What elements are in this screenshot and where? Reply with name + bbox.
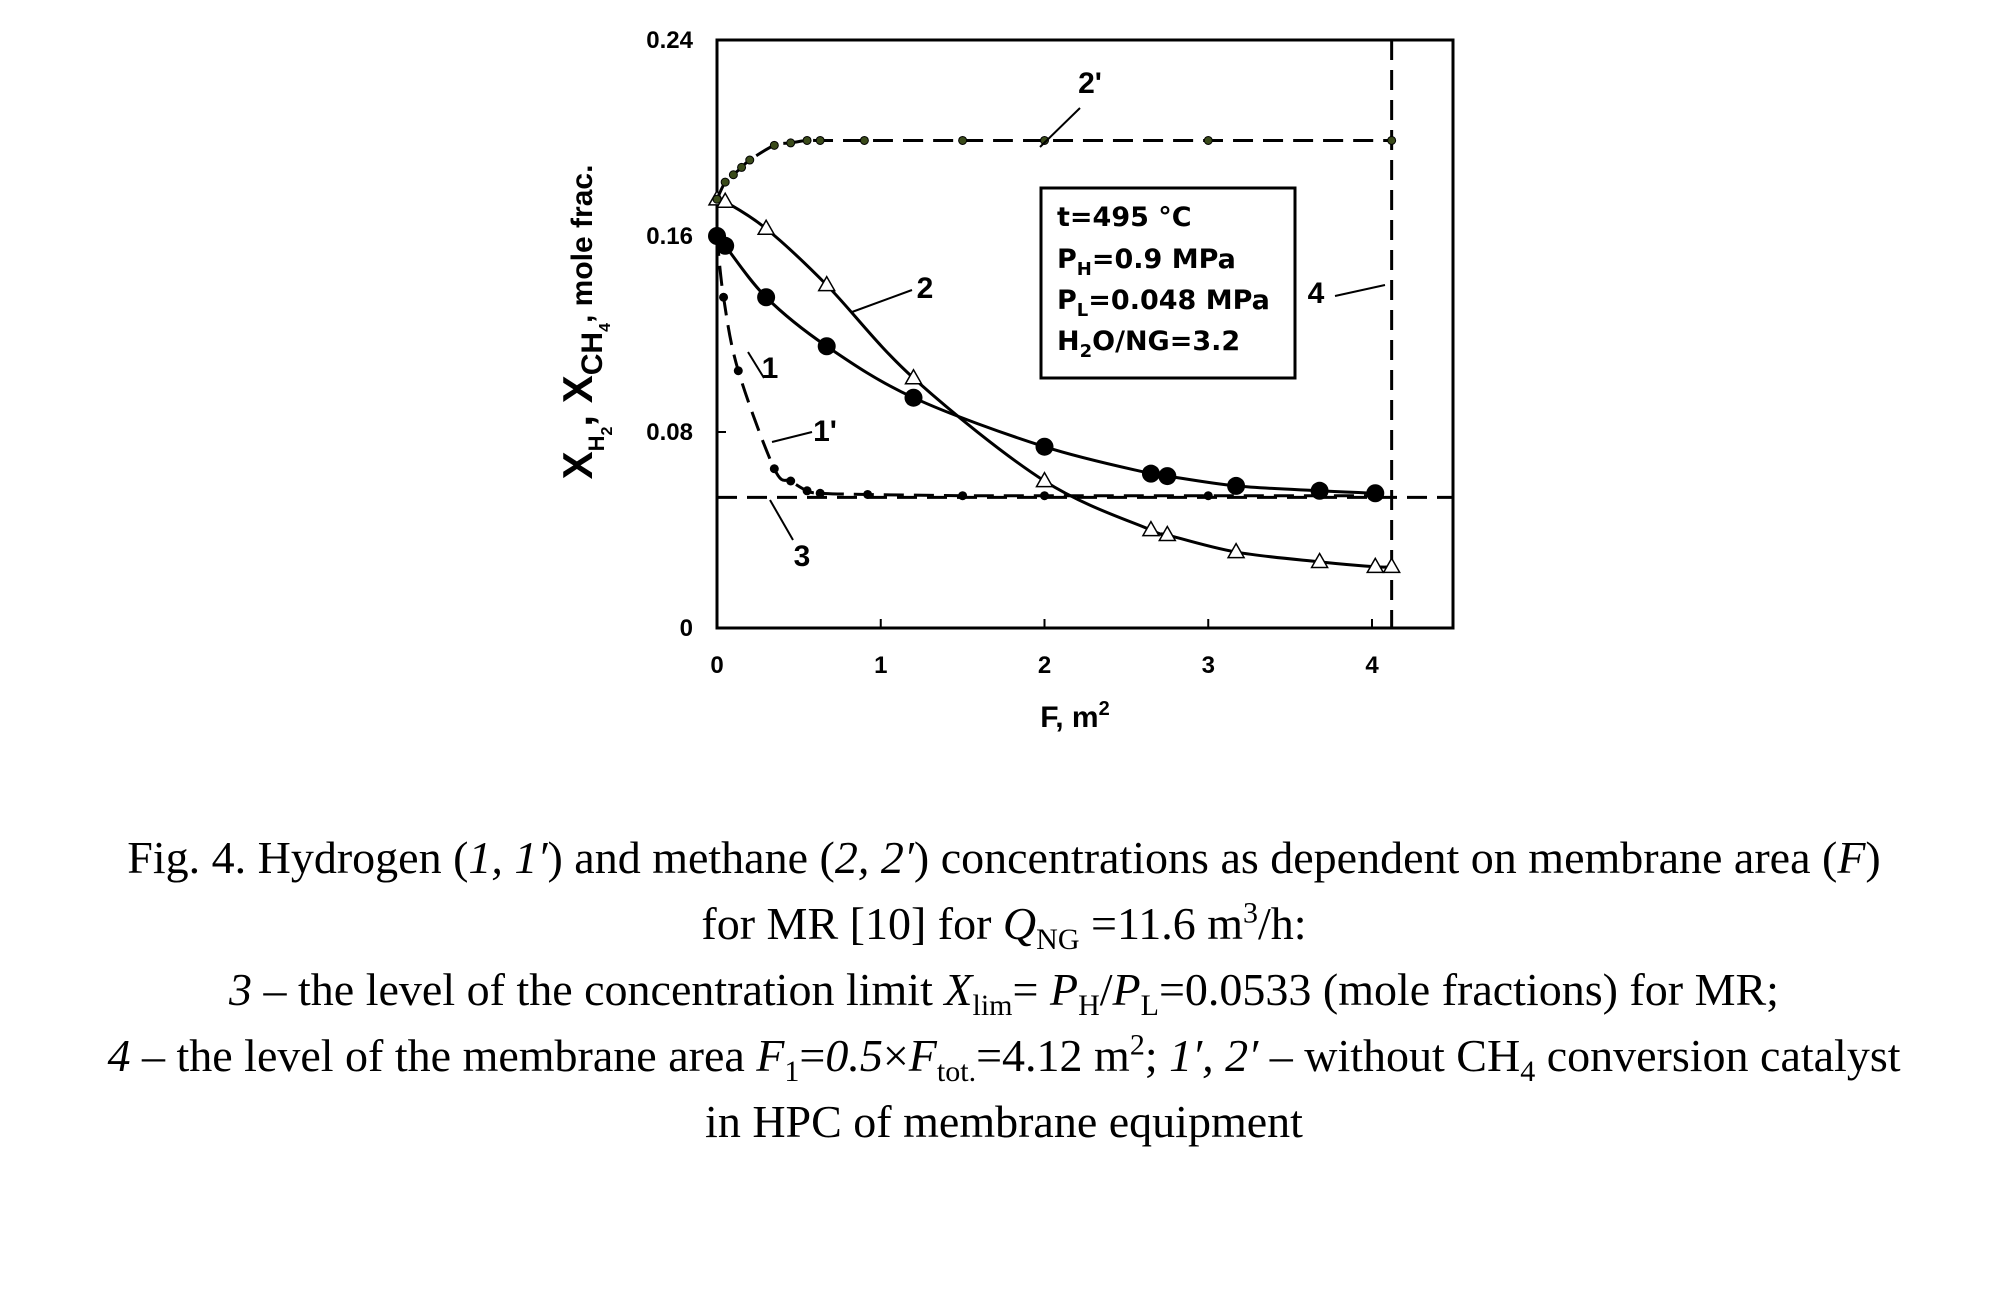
series-2-prime-point bbox=[721, 178, 729, 186]
reference-label-4: 4 bbox=[1307, 277, 1325, 310]
reference-label-3: 3 bbox=[793, 540, 811, 573]
series-1-prime-point bbox=[803, 486, 812, 495]
curve-label-2-leader bbox=[852, 290, 912, 312]
x-axis-label: F, $m^2$ bbox=[1040, 698, 1110, 734]
series-2-point bbox=[1384, 558, 1400, 572]
series-1-prime-point bbox=[958, 491, 967, 500]
reference-label-4-leader bbox=[1335, 285, 1385, 296]
series-1-point bbox=[1142, 465, 1160, 483]
series-2-prime-point bbox=[959, 136, 967, 144]
caption-line-5: in HPC of membrane equipment bbox=[705, 1096, 1303, 1147]
series-2-prime-point bbox=[738, 163, 746, 171]
series-2-prime-point bbox=[803, 136, 811, 144]
x-tick-label: 1 bbox=[874, 652, 888, 679]
caption-line-1: Fig. 4. Hydrogen (1, 1′) and methane (2, 2′) concentrations as dependent on membrane area (F) bbox=[127, 832, 1881, 883]
annotation-line: $P_L=0.048$ MPa bbox=[1057, 285, 1270, 321]
series-2-prime-point bbox=[1204, 136, 1212, 144]
series-1-prime-point bbox=[1040, 491, 1049, 500]
series-1-prime-point bbox=[734, 366, 743, 375]
x-tick-label: 0 bbox=[710, 652, 724, 679]
series-1-prime-point bbox=[713, 232, 722, 241]
series-1-prime-point bbox=[863, 490, 872, 499]
y-axis-label: $X_{H2}$, $XCH_4$, mole frac. bbox=[554, 164, 616, 480]
series-2-prime-point bbox=[746, 156, 754, 164]
series-2-point bbox=[758, 220, 774, 234]
curve-label-1: 1 bbox=[761, 352, 779, 385]
series-2-prime-point bbox=[1388, 136, 1396, 144]
caption-line-2: for MR [10] for $Q_{NG} =11.6$ $m^3/h$: bbox=[701, 896, 1307, 957]
series-1-prime-point bbox=[1204, 491, 1213, 500]
x-tick-label: 4 bbox=[1365, 652, 1379, 679]
series-2-prime-point bbox=[713, 195, 721, 203]
x-tick-label: 3 bbox=[1201, 652, 1215, 679]
curve-label-1-prime-leader bbox=[772, 432, 812, 442]
series-2-prime-point bbox=[816, 136, 824, 144]
series-2-prime-point bbox=[729, 171, 737, 179]
series-1-prime-point bbox=[816, 489, 825, 498]
series-1-prime-point bbox=[786, 477, 795, 486]
y-tick-label: 0.24 bbox=[646, 27, 693, 54]
y-tick-label: 0.16 bbox=[646, 223, 693, 250]
annotation-line: $P_H=0.9$ MPa bbox=[1057, 244, 1236, 280]
series-2-prime-point bbox=[787, 139, 795, 147]
caption-line-4: 4 – the level of the membrane area $F_1=0.5\times F_{tot.}=4.12$ $m^2$; 1′, 2′ – without $CH_4$ conversion catalyst bbox=[107, 1028, 1901, 1089]
series-1-point bbox=[818, 337, 836, 355]
x-tick-label: 2 bbox=[1037, 652, 1052, 679]
series-1-point bbox=[905, 389, 923, 407]
series-1-prime-point bbox=[770, 464, 779, 473]
annotation-line: t=495 °C bbox=[1057, 202, 1192, 233]
series-1-point bbox=[1158, 467, 1176, 485]
series-1-prime-point bbox=[1368, 491, 1377, 500]
caption-line-3: 3 – the level of the concentration limit $X_{lim}= P_H/P_L=0.0533$ (mole fractions) for MR; bbox=[229, 964, 1779, 1023]
series-2-point bbox=[1037, 473, 1053, 487]
y-tick-label: 0.08 bbox=[646, 419, 693, 446]
figure-caption bbox=[0, 825, 2008, 1155]
reference-label-3-leader bbox=[770, 500, 793, 540]
series-1-prime-point bbox=[719, 293, 728, 302]
series-2-prime-point bbox=[860, 136, 868, 144]
series-1-point bbox=[1227, 477, 1245, 495]
series-1-point bbox=[1036, 438, 1054, 456]
plot-area bbox=[554, 27, 1453, 734]
y-tick-label: 0 bbox=[679, 615, 693, 642]
annotation-line: $H_2O/NG=3.2$ bbox=[1057, 326, 1241, 362]
curve-label-2: 2 bbox=[916, 272, 934, 305]
series-1-point bbox=[757, 288, 775, 306]
series-2-prime-point bbox=[770, 141, 778, 149]
curve-label-2-prime: 2' bbox=[1078, 67, 1102, 100]
curve-label-1-prime: 1' bbox=[813, 415, 837, 448]
